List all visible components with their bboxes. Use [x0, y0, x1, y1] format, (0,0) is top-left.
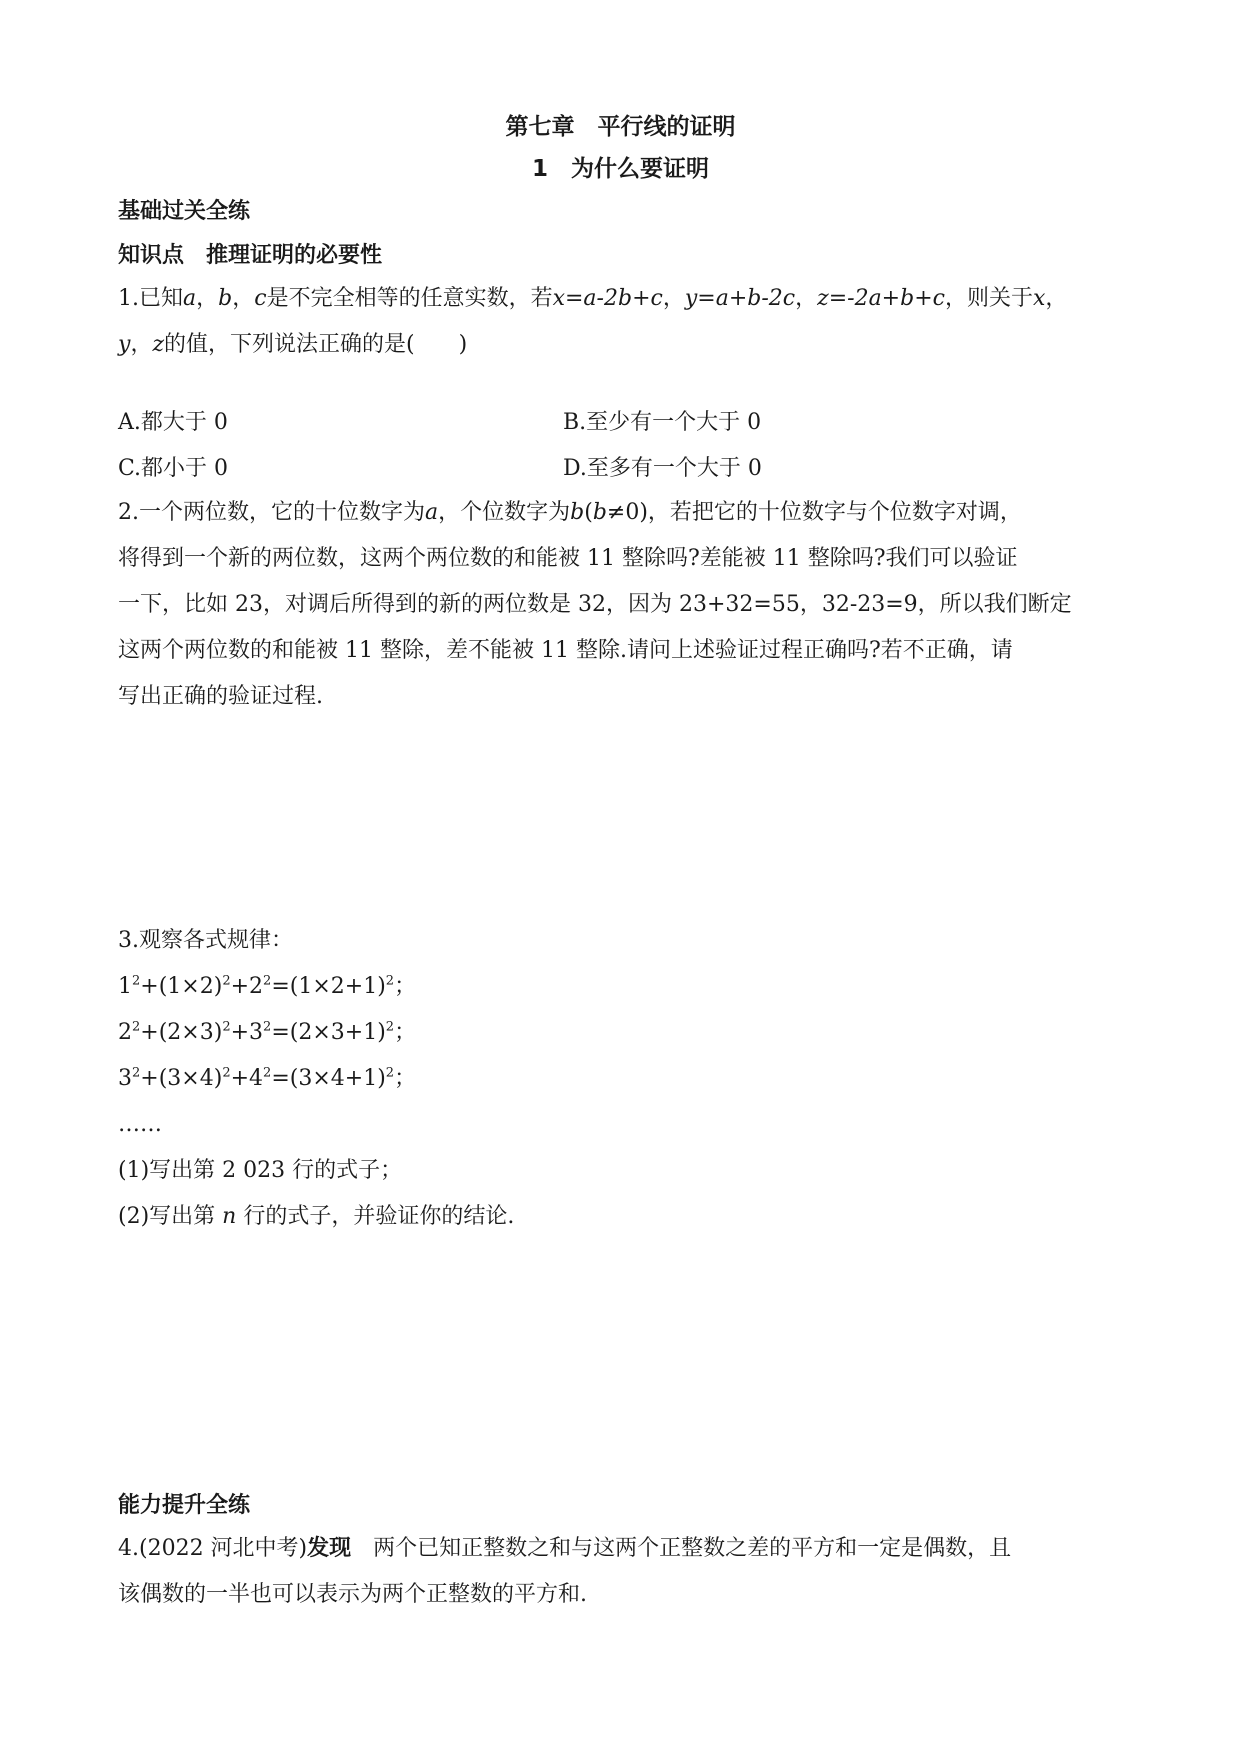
option-a: A.都大于 0: [118, 410, 228, 435]
section-heading-basic: 基础过关全练: [118, 199, 251, 224]
question-2-line-4: 这两个两位数的和能被 11 整除，差不能被 11 整除.请问上述验证过程正确吗?若不正确，请: [118, 638, 1013, 663]
question-3-part-2: (2)写出第 n 行的式子，并验证你的结论.: [118, 1204, 515, 1229]
question-4: [118, 1526, 1011, 1618]
question-2-line-5: 写出正确的验证过程.: [118, 684, 323, 709]
question-1-line-2: y，z的值，下列说法正确的是( ): [118, 332, 468, 357]
knowledge-point-heading: 知识点 推理证明的必要性: [118, 243, 383, 268]
question-2-line-3: 一下，比如 23，对调后所得到的新的两位数是 32，因为 23+32=55，32-23=9，所以我们断定: [118, 592, 1072, 617]
question-2-line-1: 2.一个两位数，它的十位数字为a，个位数字为b(b≠0)，若把它的十位数字与个位数字对调，: [118, 500, 1022, 525]
equation-3: $3^2+(3\times 4)^2+4^2=(3\times 4+1)^2$；: [118, 1065, 417, 1091]
question-1-line-1: 1.已知a，b，c是不完全相等的任意实数，若x=a-2b+c，y=a+b-2c，z=-2a+b+c，则关于x，: [118, 286, 1068, 311]
question-2-line-2: 将得到一个新的两位数，这两个两位数的和能被 11 整除吗?差能被 11 整除吗?我们可以验证: [118, 546, 1018, 571]
option-d: D.至多有一个大于 0: [563, 456, 762, 481]
ellipsis: ……: [118, 1112, 162, 1137]
question-4-line-2: 该偶数的一半也可以表示为两个正整数的平方和.: [118, 1582, 587, 1607]
question-3-part-1: (1)写出第 2 023 行的式子；: [118, 1158, 403, 1183]
section-heading-advanced: 能力提升全练: [118, 1493, 251, 1518]
question-3: [118, 918, 514, 1240]
option-b: B.至少有一个大于 0: [563, 410, 762, 435]
equation-1: $1^2+(1\times 2)^2+2^2=(1\times 2+1)^2$；: [118, 973, 417, 999]
question-3-intro: 3.观察各式规律：: [118, 928, 293, 953]
question-4-line-1: 4.(2022 河北中考)发现 两个已知正整数之和与这两个正整数之差的平方和一定是偶数，且: [118, 1536, 1012, 1561]
option-c: C.都小于 0: [118, 456, 229, 481]
question-2: [118, 490, 1072, 720]
chapter-title: 第七章 平行线的证明: [505, 114, 736, 140]
section-title: 1 为什么要证明: [531, 156, 709, 182]
equation-2: $2^2+(2\times 3)^2+3^2=(2\times 3+1)^2$；: [118, 1019, 417, 1045]
question-1: [118, 276, 1067, 368]
